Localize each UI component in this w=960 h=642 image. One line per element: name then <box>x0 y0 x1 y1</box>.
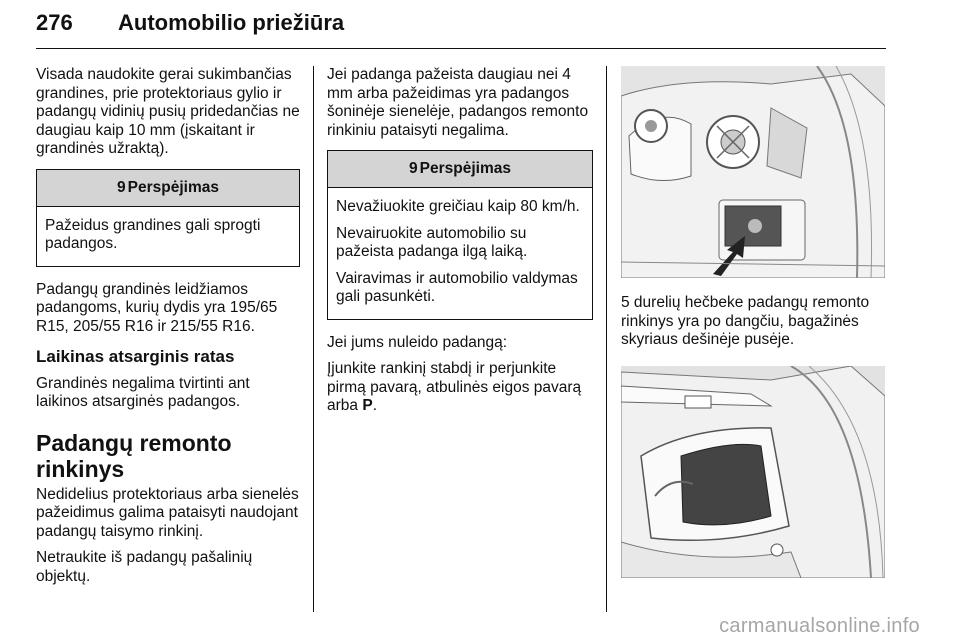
column-divider <box>313 66 314 612</box>
warning-title: Perspėjimas <box>127 178 219 196</box>
warning-body <box>37 207 299 266</box>
warning-icon: 9 <box>409 160 418 177</box>
warning-header <box>328 151 592 188</box>
handbrake-end: . <box>372 397 377 414</box>
foreign-objects-paragraph: Netraukite iš padangų pašalinių objektų. <box>36 549 253 585</box>
column-2 <box>327 66 593 424</box>
spare-paragraph: Grandinės negalima tvirtinti ant laikinos atsarginės padangos. <box>36 374 250 410</box>
column-divider <box>606 66 607 612</box>
column-3 <box>621 66 887 578</box>
figure-caption: 5 durelių hečbeke padangų remonto rinkinys yra po dangčiu, bagažinės skyriaus dešinėje pusėje. <box>621 294 870 348</box>
handbrake-text: Įjunkite rankinį stabdį ir perjunkite pirmą pavarą, atbulinės eigos pavarą arba <box>327 360 582 414</box>
allowed-sizes-paragraph: Padangų grandinės leidžiamos padangoms, kurių dydis yra 195/65 R15, 205/55 R16 ir 215/55 R16. <box>36 280 278 335</box>
watermark: carmanualsonline.info <box>719 615 920 637</box>
warning-icon: 9 <box>117 178 126 196</box>
trunk-compartment-illustration <box>621 66 885 278</box>
page-number: 276 <box>36 10 73 35</box>
flat-tyre-paragraph: Jei jums nuleido padangą: <box>327 333 508 351</box>
subheading-temporary-spare: Laikinas atsarginis ratas <box>36 347 235 366</box>
warning-speed: Nevažiuokite greičiau kaip 80 km/h. <box>336 198 580 215</box>
warning-handling: Vairavimas ir automobilio valdymas gali pasunkėti. <box>336 269 578 305</box>
warning-text: Pažeidus grandines gali sprogti padangos. <box>45 216 261 252</box>
warning-body <box>328 188 592 319</box>
section-title: Automobilio priežiūra <box>118 10 345 35</box>
handbrake-paragraph <box>327 360 593 416</box>
warning-header <box>37 170 299 207</box>
trunk-cover-illustration <box>621 366 885 578</box>
chains-paragraph: Visada naudokite gerai sukimbančias grandines, prie protektoriaus gylio ir padangų vidinių pusių pridedančias ne daugiau kaip 10 mm (įskaitant ir grandinės užraktą). <box>36 66 300 157</box>
page-header <box>36 10 886 50</box>
warning-duration: Nevairuokite automobilio su pažeista padanga ilgą laiką. <box>336 224 528 260</box>
warning-title: Perspėjimas <box>419 160 511 177</box>
park-gear-label: P <box>362 397 373 414</box>
column-1 <box>36 66 300 594</box>
warning-box <box>36 169 300 267</box>
damage-paragraph: Jei padanga pažeista daugiau nei 4 mm arba pažeidimas yra padangos šoninėje sienelėje, padangos remonto rinkiniu pataisyti negalima. <box>327 66 589 139</box>
header-rule <box>36 48 886 49</box>
repair-kit-paragraph: Nedidelius protektoriaus arba sienelės pažeidimus galima pataisyti naudojant padangų taisymo rinkinį. <box>36 485 299 540</box>
warning-box <box>327 150 593 320</box>
heading-repair-kit: Padangų remonto rinkinys <box>36 429 232 482</box>
